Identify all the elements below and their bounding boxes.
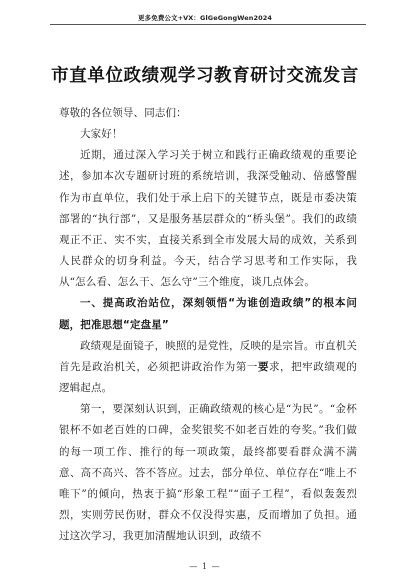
document-body [59, 103, 357, 547]
paragraph-political-stance-part-b: 求，把牢政绩观的逻辑起点。 [59, 360, 358, 395]
paragraph-political-stance-bold: 要 [257, 360, 269, 373]
section-heading-1-part-c: 的根本问题，把准思想 [59, 297, 357, 331]
paragraph-first-point: 第一，要深刻认识到，正确政绩观的核心是“为民”。“金杯银杯不如老百姓的口碑，金奖银奖不如老百姓的夸奖。”我们做的每一项工作、推行的每一项政策，最终都要看群众满不满意、高不高兴、答不答应。过去，部分单位、单位存在“唯上不唯下”的倾向，热衷于搞“形象工程”“面子工程”，看似轰轰烈烈，实则劳民伤财，群众不仅没得实惠，反而增加了负担。通过这次学习，我更加清醒地认识到，政绩不 [59, 403, 357, 543]
section-heading-1-part-a: 一、提高政治站位，深刻领悟 [80, 297, 229, 310]
paragraph-intro: 近期，通过深入学习关于树立和践行正确政绩观的重要论述，参加本次专题研讨班的系统培训，我深受触动、倍感警醒作为市直单位，我们处于承上启下的关键节点，既是市委决策部署的“执行部”，又是服务基层群众的“桥头堡”。我们的政绩观正不正、实不实，直接关系到全市发展大局的成效，关系到人民群众的切身利益。今天，结合学习思考和工作实际，我从“怎么看、怎么干、怎么守”三个维度，谈几点体会。 [59, 149, 357, 289]
document-title: 市直单位政绩观学习教育研讨交流发言 [51, 66, 359, 86]
page-number: — 1 — [189, 562, 221, 571]
paragraph-political-stance-part-a: 政绩观是面镜子，映照的是党性，反映的是宗旨。市直机关首先是政治机关，必须把讲政治作为第一 [59, 339, 357, 373]
paragraph-political-stance [59, 336, 357, 399]
greeting: 大家好！ [80, 128, 123, 141]
section-heading-1 [59, 293, 357, 335]
header-note: 更多免费公文+VX：GlGeGongWen2024 [138, 14, 272, 22]
header-divider [50, 24, 366, 25]
salutation: 尊敬的各位领导、同志们： [59, 107, 187, 119]
section-heading-1-part-b: “为谁创造政绩” [228, 297, 312, 310]
section-heading-1-part-d: “定盘星” [122, 318, 169, 331]
